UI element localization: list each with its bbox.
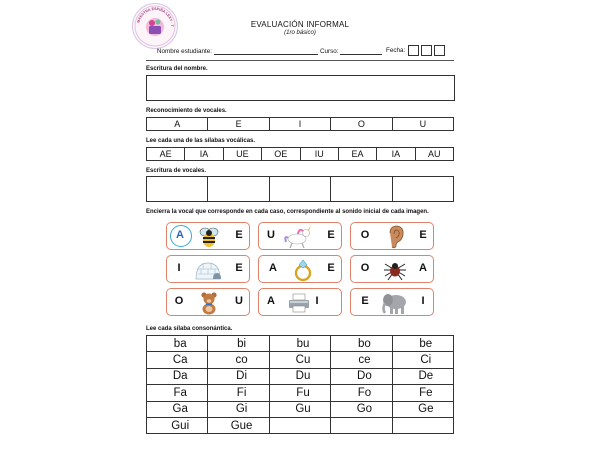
- syllable-cell: Ci: [392, 352, 453, 368]
- vowel-card: [258, 222, 342, 250]
- printer-icon: [287, 291, 311, 315]
- vocalic-cell: AU: [428, 149, 441, 159]
- vowel-option-right[interactable]: A: [419, 262, 427, 274]
- syllable-cell: co: [208, 352, 269, 368]
- vocalic-cell: IA: [185, 148, 223, 160]
- student-name-line[interactable]: [214, 47, 318, 55]
- vowel-option-right[interactable]: U: [235, 295, 243, 307]
- syllable-cell: Ge: [392, 401, 453, 417]
- syllable-cell: bo: [331, 336, 392, 352]
- syllable-cell: Fu: [269, 385, 330, 401]
- date-label: Fecha:: [386, 47, 406, 54]
- elephant-icon: [379, 291, 409, 315]
- syllable-cell: Cu: [269, 352, 330, 368]
- vowel-cell: E: [208, 118, 269, 130]
- unicorn-icon: [283, 225, 313, 249]
- vocalic-cell: AE: [147, 148, 185, 160]
- table-row: [147, 352, 454, 368]
- date-box-month[interactable]: [421, 45, 432, 56]
- vowel-card: [166, 288, 250, 316]
- vowel-card: [350, 288, 434, 316]
- vocalic-cell: IU: [301, 148, 339, 160]
- syllable-cell: Du: [269, 368, 330, 384]
- syllable-cell: Fi: [208, 385, 269, 401]
- vowel-option-left[interactable]: O: [360, 262, 370, 274]
- syllable-cell: Gue: [208, 417, 269, 433]
- write-vowels-table: [146, 176, 454, 202]
- syllable-cell: Fa: [147, 385, 208, 401]
- vowel-option-right[interactable]: I: [421, 295, 425, 307]
- vowel-option-left[interactable]: A: [176, 229, 184, 241]
- table-row: [147, 336, 454, 352]
- syllables-table: [146, 335, 454, 434]
- ring-icon: [291, 258, 315, 282]
- ear-icon: [383, 225, 407, 249]
- name-writing-box[interactable]: [146, 75, 455, 101]
- write-vowel-cell[interactable]: [208, 177, 269, 201]
- table-row: [147, 417, 454, 433]
- vowels-table: [146, 117, 454, 131]
- date-box-year[interactable]: [434, 45, 445, 56]
- syllable-cell: bu: [269, 336, 330, 352]
- vowel-card: [350, 255, 434, 283]
- syllable-cell: Ca: [147, 352, 208, 368]
- syllable-cell: Gui: [147, 417, 208, 433]
- section-name-heading: Escritura del nombre.: [146, 66, 208, 72]
- page-subtitle: (1ro básico): [284, 30, 316, 36]
- section-vowels-heading: Reconocimiento de vocales.: [146, 108, 227, 114]
- syllable-cell: [331, 417, 392, 433]
- vowel-cell: U: [419, 119, 427, 129]
- vowel-cell: O: [331, 118, 392, 130]
- syllable-cell: ce: [331, 352, 392, 368]
- course-field[interactable]: [320, 47, 382, 55]
- section-write-vowels-heading: Escritura de vocales.: [146, 168, 207, 174]
- syllable-cell: Di: [208, 368, 269, 384]
- vowel-option-left[interactable]: O: [174, 295, 184, 307]
- table-row: [147, 385, 454, 401]
- vowel-option-right[interactable]: E: [235, 229, 243, 241]
- page-title: EVALUACIÓN INFORMAL: [250, 20, 350, 29]
- vowel-option-left[interactable]: A: [269, 262, 277, 274]
- write-vowel-cell[interactable]: [147, 177, 208, 201]
- syllable-cell: Gi: [208, 401, 269, 417]
- vocalic-cell: UE: [224, 148, 262, 160]
- write-vowel-cell[interactable]: [393, 177, 453, 201]
- vowel-card: [166, 255, 250, 283]
- table-row: [147, 368, 454, 384]
- syllable-cell: [392, 417, 453, 433]
- vowel-option-right[interactable]: E: [327, 262, 335, 274]
- syllable-cell: bi: [208, 336, 269, 352]
- divider: [146, 60, 454, 61]
- syllable-cell: Fe: [392, 385, 453, 401]
- vowel-cell: A: [147, 118, 208, 130]
- student-label: Nombre estudiante:: [157, 48, 212, 55]
- syllable-cell: Da: [147, 368, 208, 384]
- vocalic-cell: EA: [339, 148, 377, 160]
- syllable-cell: Ga: [147, 401, 208, 417]
- logo-text: MAESTRA ESPIÑA LEXY · T: [136, 6, 175, 27]
- igloo-icon: [193, 258, 223, 282]
- vocalic-cell: IA: [377, 148, 415, 160]
- vowel-option-right[interactable]: E: [419, 229, 427, 241]
- syllable-cell: ba: [147, 336, 208, 352]
- syllable-cell: Do: [331, 368, 392, 384]
- vowel-cell: I: [270, 118, 331, 130]
- vowel-option-right[interactable]: E: [327, 229, 335, 241]
- course-label: Curso:: [320, 48, 339, 55]
- syllable-cell: [269, 417, 330, 433]
- vowel-option-right[interactable]: I: [315, 295, 319, 307]
- syllable-cell: be: [392, 336, 453, 352]
- vocalic-cell: OE: [262, 148, 300, 160]
- vowel-card: [258, 255, 342, 283]
- write-vowel-cell[interactable]: [331, 177, 392, 201]
- vowel-card: [258, 288, 342, 316]
- date-box-day[interactable]: [408, 45, 419, 56]
- write-vowel-cell[interactable]: [270, 177, 331, 201]
- spider-icon: [383, 258, 407, 282]
- vowel-option-left[interactable]: O: [360, 229, 370, 241]
- vowel-option-left[interactable]: I: [177, 262, 181, 274]
- vowel-option-left[interactable]: U: [267, 229, 275, 241]
- vowel-card: [166, 222, 250, 250]
- teddy-bear-icon: [197, 291, 221, 315]
- student-field[interactable]: [157, 47, 318, 55]
- bee-icon: [197, 225, 221, 249]
- section-circle-heading: Encierra la vocal que corresponde en cada caso, correspondiente al sonido inicial de cada imagen.: [146, 209, 429, 215]
- vowel-option-left[interactable]: E: [361, 295, 369, 307]
- vowel-option-left[interactable]: A: [267, 295, 275, 307]
- syllable-cell: Gu: [269, 401, 330, 417]
- section-consonant-heading: Lee cada sílaba consonántica.: [146, 326, 233, 332]
- section-vocalic-heading: Lee cada una de las sílabas vocálicas.: [146, 138, 256, 144]
- syllable-cell: Go: [331, 401, 392, 417]
- vowel-option-right[interactable]: E: [235, 262, 243, 274]
- vowel-card: [350, 222, 434, 250]
- syllable-cell: De: [392, 368, 453, 384]
- table-row: [147, 401, 454, 417]
- vocalic-table: [146, 147, 454, 161]
- syllable-cell: Fo: [331, 385, 392, 401]
- course-line[interactable]: [340, 47, 382, 55]
